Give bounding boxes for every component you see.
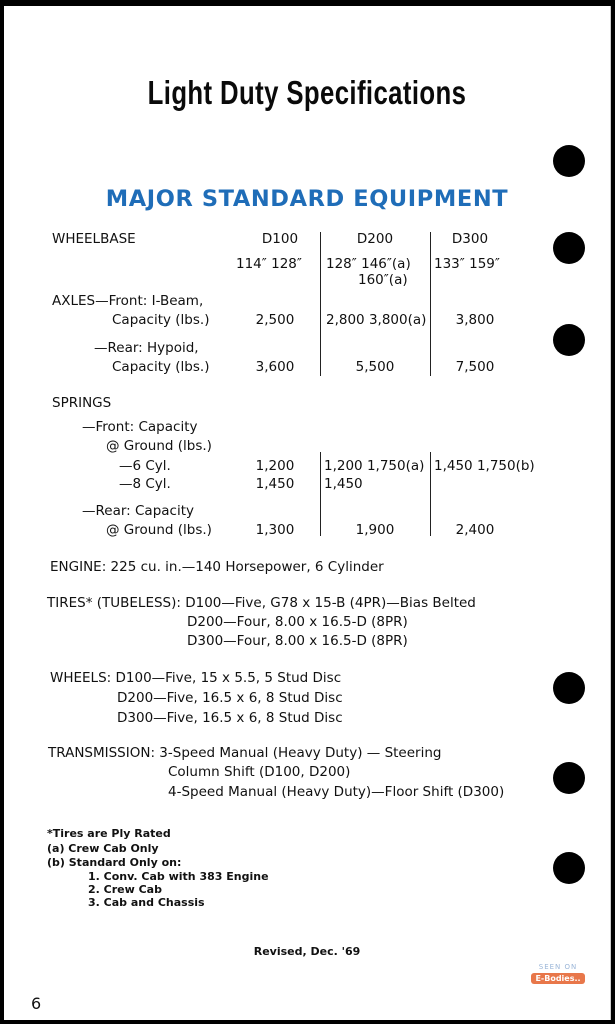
binder-hole xyxy=(553,145,585,177)
column-divider xyxy=(430,452,431,536)
axles-rear-d100: 3,600 xyxy=(255,359,295,375)
wheelbase-d200-crew: 160″(a) xyxy=(358,272,408,288)
page-title: Light Duty Specifications xyxy=(147,74,467,111)
footnote-b-item-3: 3. Cab and Chassis xyxy=(88,896,205,909)
wheelbase-d300: 133″ 159″ xyxy=(434,256,500,272)
binder-hole xyxy=(553,324,585,356)
model-d100-header: D100 xyxy=(261,231,299,247)
binder-hole xyxy=(553,672,585,704)
binder-hole xyxy=(553,762,585,794)
springs-rear-d200: 1,900 xyxy=(355,522,395,538)
axles-front-d100: 2,500 xyxy=(255,312,295,328)
springs-rear-ground-label: @ Ground (lbs.) xyxy=(106,522,212,538)
springs-rear-d300: 2,400 xyxy=(455,522,495,538)
tires-line-1: TIRES* (TUBELESS): D100—Five, G78 x 15-B (4PR)—Bias Belted xyxy=(47,595,476,611)
column-divider xyxy=(430,232,431,376)
footnote-b: (b) Standard Only on: xyxy=(47,856,182,869)
transmission-line-1: TRANSMISSION: 3-Speed Manual (Heavy Duty) — Steering xyxy=(48,745,442,761)
springs-front-ground-label: @ Ground (lbs.) xyxy=(106,438,212,454)
axles-front-d300: 3,800 xyxy=(455,312,495,328)
axles-rear-d200: 5,500 xyxy=(355,359,395,375)
wheelbase-label: WHEELBASE xyxy=(52,231,136,247)
watermark-line-1: SEEN ON xyxy=(538,963,578,971)
model-d300-header: D300 xyxy=(451,231,489,247)
axles-rear-label: —Rear: Hypoid, xyxy=(94,340,199,356)
page-number: 6 xyxy=(31,994,42,1013)
revision-date: Revised, Dec. '69 xyxy=(253,945,361,958)
footnote-b-item-2: 2. Crew Cab xyxy=(88,883,162,896)
section-title: MAJOR STANDARD EQUIPMENT xyxy=(105,186,509,212)
wheelbase-d200: 128″ 146″(a) xyxy=(326,256,411,272)
watermark-badge xyxy=(531,963,585,993)
springs-6cyl-d200: 1,200 1,750(a) xyxy=(324,458,425,474)
springs-6cyl-label: —6 Cyl. xyxy=(119,458,171,474)
wheelbase-d100: 114″ 128″ xyxy=(236,256,302,272)
binder-hole xyxy=(553,232,585,264)
axles-front-d200: 2,800 3,800(a) xyxy=(326,312,427,328)
springs-rear-d100: 1,300 xyxy=(255,522,295,538)
spec-page xyxy=(4,6,611,1020)
engine-spec: ENGINE: 225 cu. in.—140 Horsepower, 6 Cylinder xyxy=(50,559,384,575)
springs-6cyl-d100: 1,200 xyxy=(255,458,295,474)
wheels-line-1: WHEELS: D100—Five, 15 x 5.5, 5 Stud Disc xyxy=(50,670,342,686)
binder-hole xyxy=(553,852,585,884)
tires-line-2: D200—Four, 8.00 x 16.5-D (8PR) xyxy=(187,614,408,630)
axles-front-capacity-label: Capacity (lbs.) xyxy=(112,312,210,328)
column-divider xyxy=(320,232,321,376)
springs-rear-label: —Rear: Capacity xyxy=(82,503,195,519)
model-d200-header: D200 xyxy=(356,231,394,247)
wheels-line-3: D300—Five, 16.5 x 6, 8 Stud Disc xyxy=(117,710,343,726)
springs-6cyl-d300: 1,450 1,750(b) xyxy=(434,458,535,474)
springs-8cyl-d200: 1,450 xyxy=(324,476,363,492)
tires-line-3: D300—Four, 8.00 x 16.5-D (8PR) xyxy=(187,633,408,649)
footnote-b-item-1: 1. Conv. Cab with 383 Engine xyxy=(88,870,269,883)
springs-front-label: —Front: Capacity xyxy=(82,419,198,435)
footnote-ply-rated: *Tires are Ply Rated xyxy=(47,827,171,840)
axles-front-label: AXLES—Front: I-Beam, xyxy=(52,293,204,309)
springs-label: SPRINGS xyxy=(52,395,112,411)
footnote-a: (a) Crew Cab Only xyxy=(47,842,159,855)
axles-rear-d300: 7,500 xyxy=(455,359,495,375)
watermark-line-2: E-Bodies.. xyxy=(531,973,585,984)
springs-8cyl-d100: 1,450 xyxy=(255,476,295,492)
wheels-line-2: D200—Five, 16.5 x 6, 8 Stud Disc xyxy=(117,690,343,706)
transmission-line-2: Column Shift (D100, D200) xyxy=(168,764,351,780)
axles-rear-capacity-label: Capacity (lbs.) xyxy=(112,359,210,375)
transmission-line-3: 4-Speed Manual (Heavy Duty)—Floor Shift (D300) xyxy=(168,784,505,800)
springs-8cyl-label: —8 Cyl. xyxy=(119,476,171,492)
